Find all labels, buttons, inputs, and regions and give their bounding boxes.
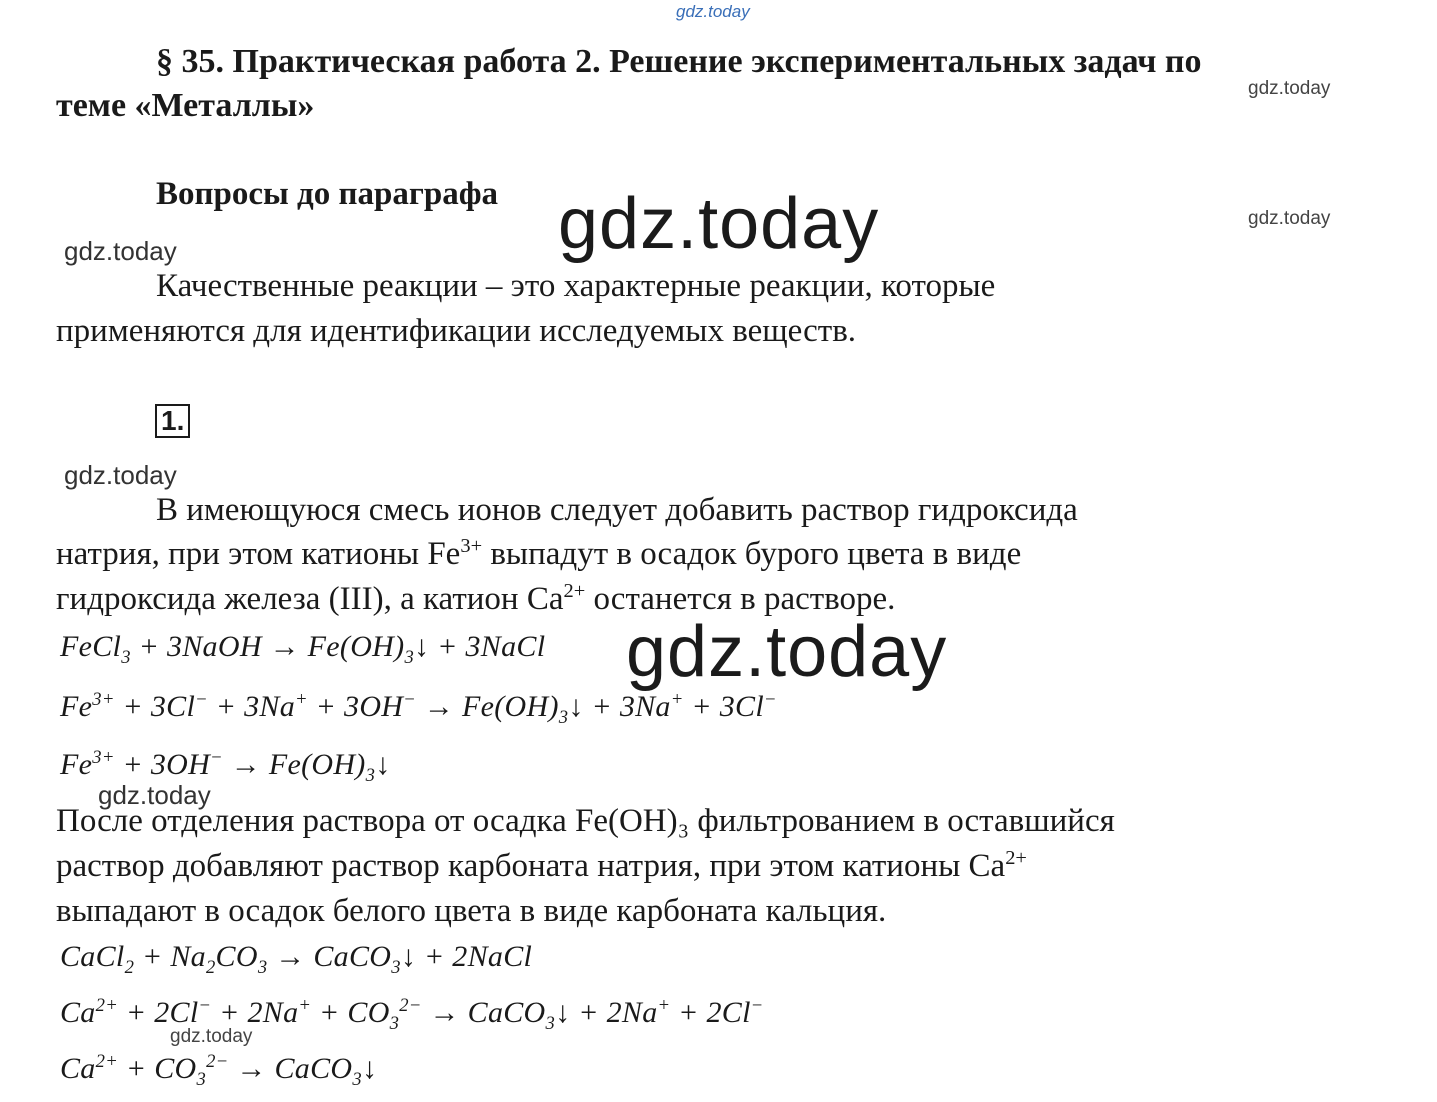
page-title-line1: § 35. Практическая работа 2. Решение экспериментальных задач по bbox=[156, 43, 1202, 80]
equation-iron-full-ionic: $Fe^{3+} + 3Cl^- + 3Na^+ + 3OH^-$ → $Fe(OH)_3↓ + 3Na^+ + 3Cl^-$ bbox=[60, 689, 777, 728]
page-title-line2: теме «Металлы» bbox=[56, 87, 315, 124]
equation-calcium-full-ionic: $Ca^{2+} + 2Cl^- + 2Na^+ + CO_3^{2-}$ → CaCO$_3$↓ + 2Na+ + 2Cl− bbox=[60, 995, 764, 1034]
equation-iron-molecular: FeCl$_3$ + 3NaOH → $Fe(OH)_3↓$ + 3NaCl bbox=[60, 630, 546, 668]
watermark-right: gdz.today bbox=[1248, 208, 1331, 229]
paragraph2-line2: раствор добавляют раствор карбоната натрия, при этом катионы $Ca^{2+}$ bbox=[56, 847, 1027, 884]
definition-line2: применяются для идентификации исследуемых веществ. bbox=[56, 313, 857, 349]
watermark-left-2: gdz.today bbox=[64, 460, 177, 490]
task-number: 1. bbox=[155, 404, 190, 438]
paragraph1-line1: В имеющуюся смесь ионов следует добавить раствор гидроксида bbox=[156, 492, 1078, 528]
paragraph2-line3: выпадают в осадок белого цвета в виде карбоната кальция. bbox=[56, 893, 887, 929]
watermark-bottom: gdz.today bbox=[170, 1026, 253, 1047]
section-heading: Вопросы до параграфа bbox=[156, 176, 499, 212]
watermark-large-2: gdz.today bbox=[626, 612, 948, 692]
watermark-large-1: gdz.today bbox=[558, 184, 880, 264]
equation-calcium-short-ionic: $Ca^{2+} + CO_3^{2-}$ → CaCO$_3$↓ bbox=[60, 1051, 378, 1090]
equation-iron-short-ionic: $Fe^{3+} + 3OH^-$ → $Fe(OH)_3↓$ bbox=[60, 747, 391, 786]
watermark-top: gdz.today bbox=[676, 2, 750, 21]
paragraph1-line3: гидроксида железа (III), а катион $Ca^{2+}$ останется в растворе. bbox=[56, 580, 896, 617]
definition-line1: Качественные реакции – это характерные реакции, которые bbox=[156, 268, 996, 304]
paragraph1-line2: натрия, при этом катионы $Fe^{3+}$ выпадут в осадок бурого цвета в виде bbox=[56, 535, 1022, 572]
watermark-left-3: gdz.today bbox=[98, 780, 211, 810]
paragraph2-line1: После отделения раствора от осадка Fe(OH)₃ фильтрованием в оставшийся bbox=[56, 803, 1115, 839]
watermark-title: gdz.today bbox=[1248, 78, 1331, 99]
equation-calcium-molecular: CaCl$_2$ + $Na_2CO_3$ → CaCO$_3$↓ + 2NaCl bbox=[60, 940, 533, 978]
task-number-box bbox=[155, 404, 190, 438]
watermark-left-1: gdz.today bbox=[64, 236, 177, 266]
